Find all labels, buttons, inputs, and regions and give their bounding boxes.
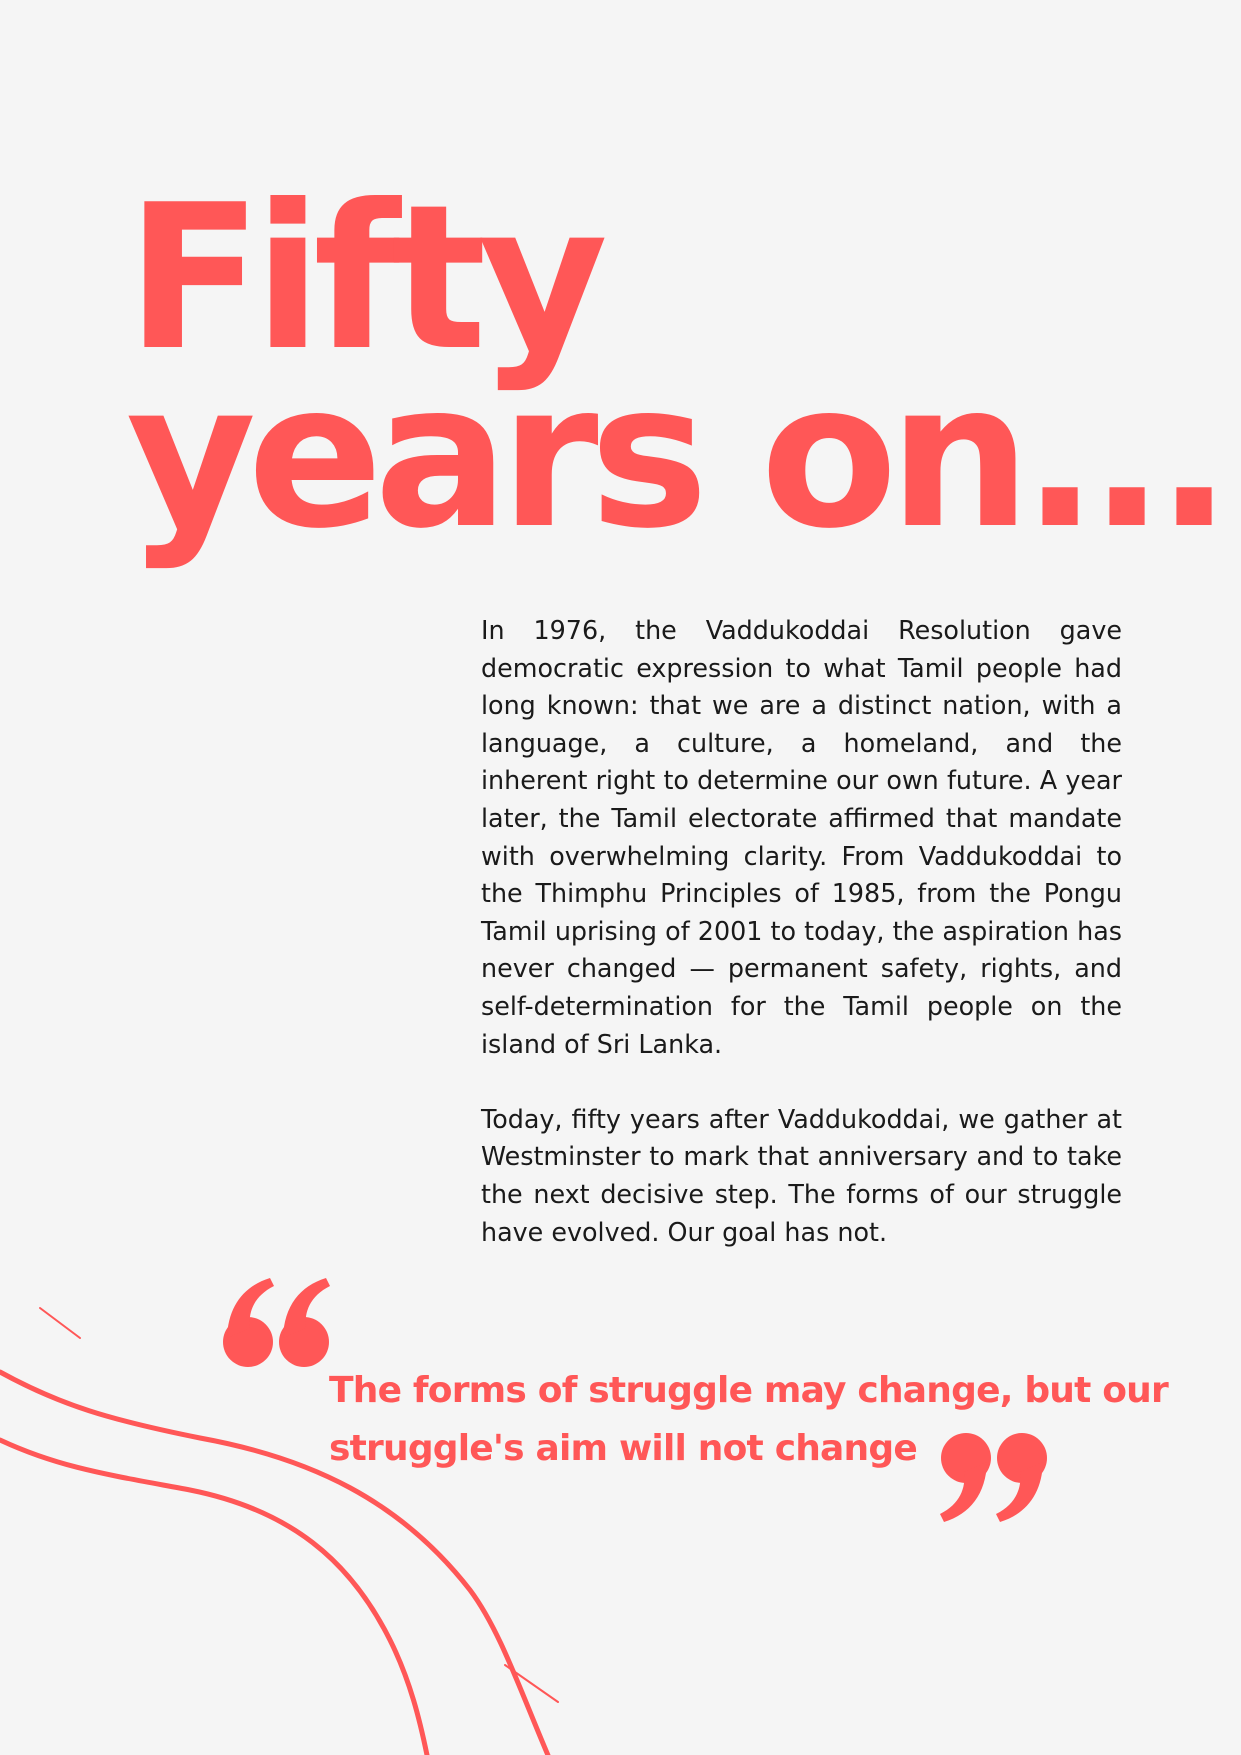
quote-close-icon (936, 1430, 1048, 1524)
headline-line-2: years on... (126, 340, 1223, 573)
body-text (481, 612, 1122, 1251)
quote-open-icon (222, 1276, 334, 1370)
body-paragraph-2: Today, fifty years after Vaddukoddai, we gather at Westminster to mark that anniversary and to take the next decisive step. The forms of our struggle have evolved. Our goal has not. (481, 1103, 1122, 1247)
body-paragraph-1: In 1976, the Vaddukoddai Resolution gave democratic expression to what Tamil people had long known: that we are a distinct nation, with a language, a culture, a homeland, and the inherent right to determine our own future. A year later, the Tamil electorate affirmed that mandate with overwhelming clarity. From Vaddukoddai to the Thimphu Principles of 1985, from the Pongu Tamil uprising of 2001 to today, the aspiration has never changed — permanent safety, rights, and self-determination for the Tamil people on the island of Sri Lanka. (481, 615, 1122, 1059)
pull-quote: The forms of struggle may change, but our struggle's aim will not change (329, 1370, 1168, 1469)
decorative-curve-lower (0, 1440, 428, 1755)
headline (126, 162, 1223, 573)
decorative-tick-top (40, 1308, 80, 1338)
headline-line-1: Fifty (126, 162, 600, 395)
decorative-tick-bottom (505, 1665, 558, 1702)
